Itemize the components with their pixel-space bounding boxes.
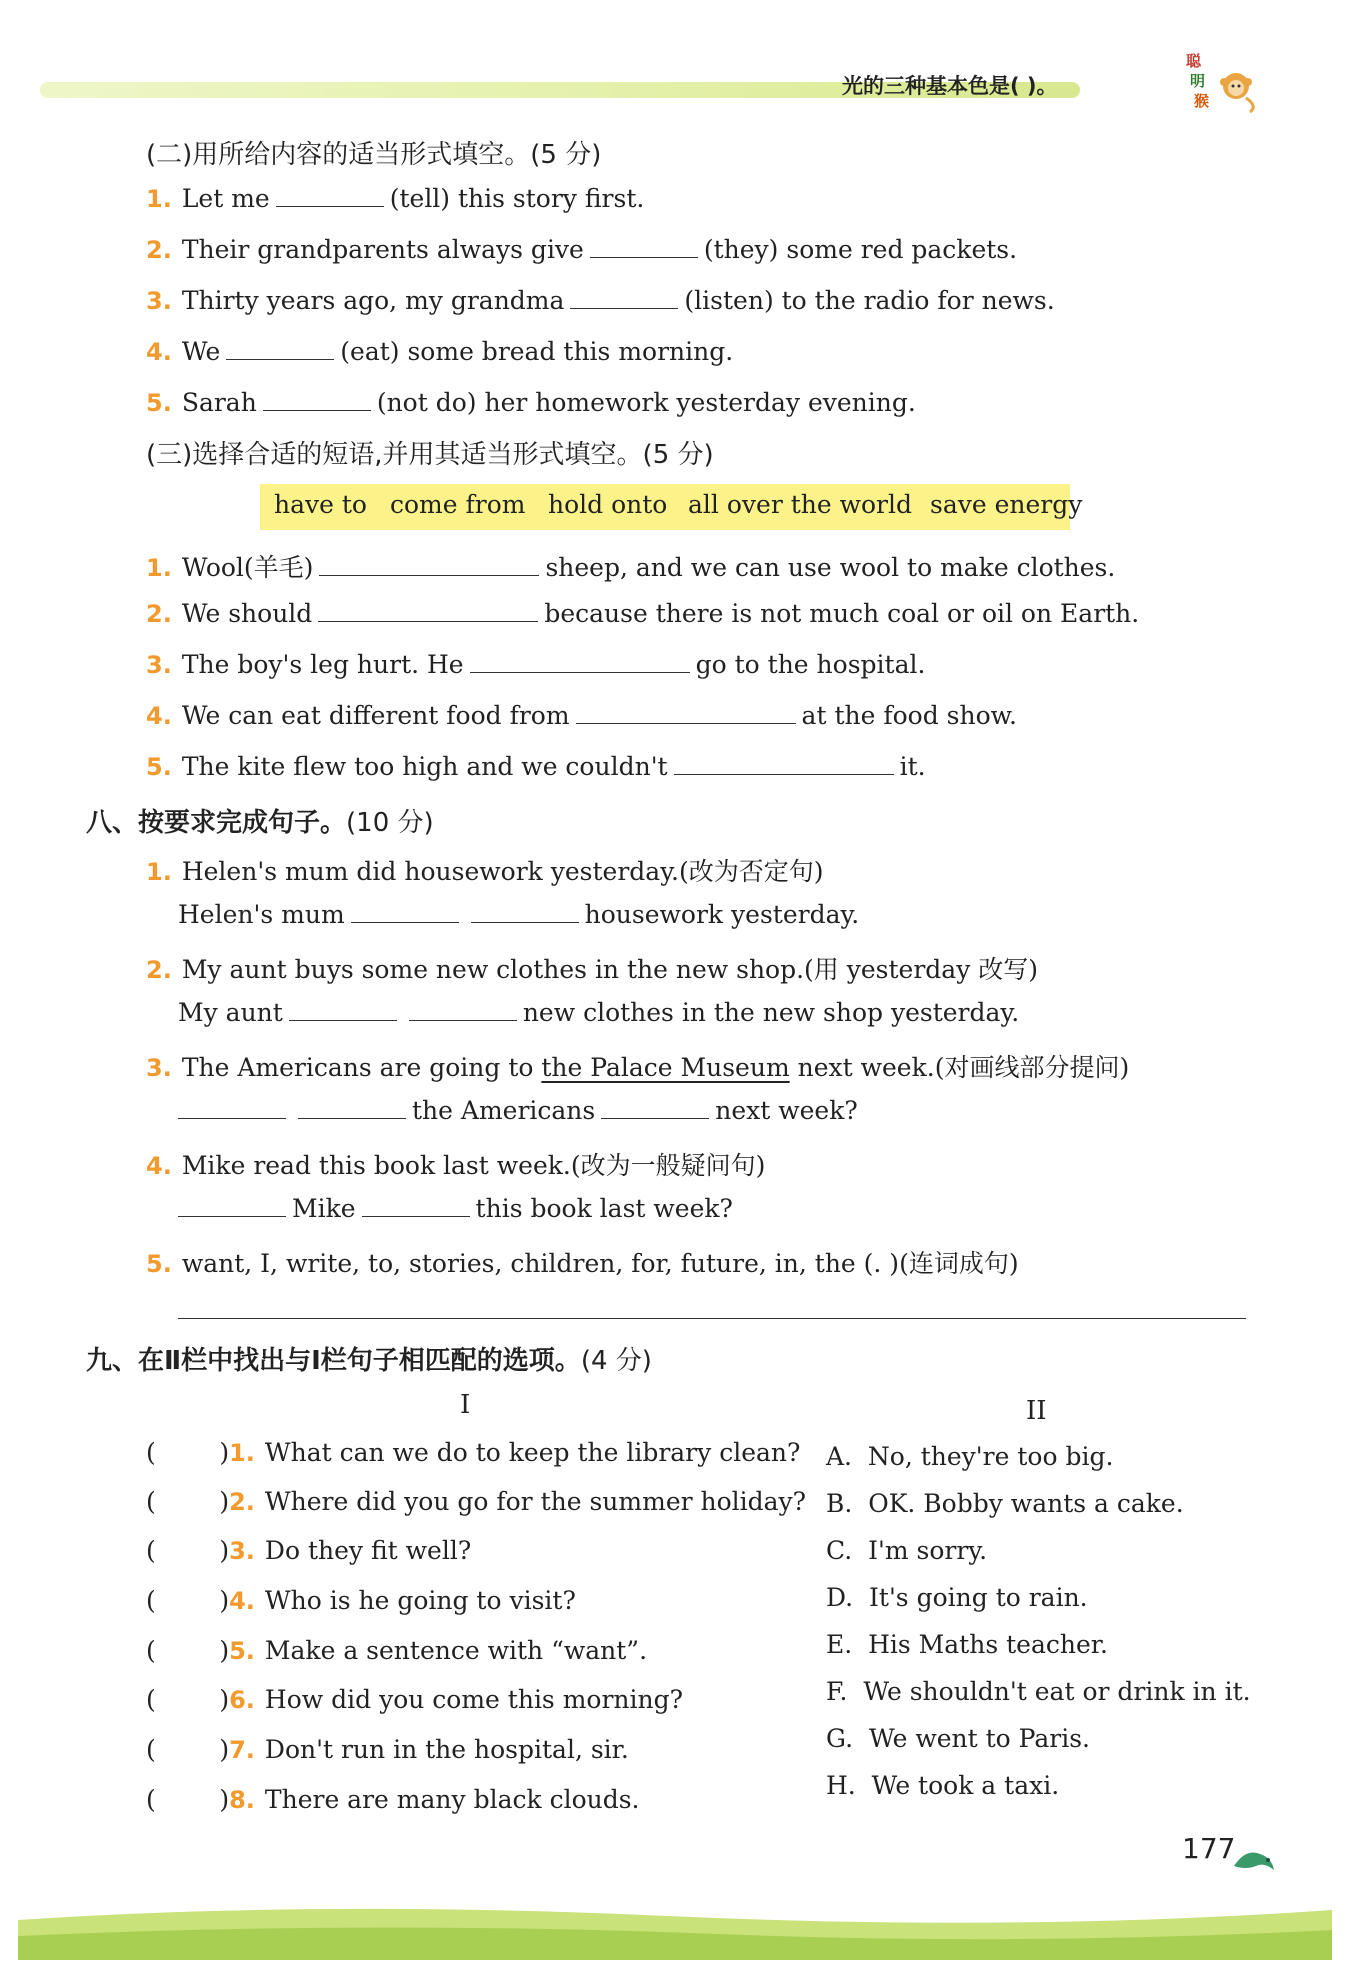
- section9-title: 九、在Ⅱ栏中找出与Ⅰ栏句子相匹配的选项。(4 分): [86, 1346, 652, 1376]
- section3-title: (三)选择合适的短语,并用其适当形式填空。(5 分): [146, 440, 714, 470]
- match-item-4: ( )4. Who is he going to visit?: [146, 1586, 576, 1615]
- answer-blank[interactable]: [351, 900, 459, 923]
- column-ii-header: II: [1026, 1396, 1047, 1426]
- svg-text:猴: 猴: [1194, 92, 1210, 110]
- s8-item-1: 1. Helen's mum did housework yesterday.(改为否定句): [146, 857, 824, 886]
- answer-blank[interactable]: [601, 1096, 709, 1119]
- option-c: C. I'm sorry.: [826, 1536, 988, 1565]
- answer-blank[interactable]: [178, 1194, 286, 1217]
- phrase-come-from: come from: [390, 490, 526, 519]
- phrase-have-to: have to: [274, 490, 367, 519]
- answer-blank[interactable]: [570, 286, 678, 309]
- s8-item-4: 4. Mike read this book last week.(改为一般疑问句): [146, 1151, 766, 1180]
- answer-paren[interactable]: ( ): [146, 1536, 230, 1565]
- match-item-8: ( )8. There are many black clouds.: [146, 1785, 640, 1814]
- page-number: 177: [1182, 1832, 1236, 1865]
- answer-blank[interactable]: [409, 998, 517, 1021]
- option-f: F. We shouldn't eat or drink in it.: [826, 1677, 1251, 1706]
- s3-item-1: 1. Wool(羊毛) sheep, and we can use wool to make clothes.: [146, 553, 1116, 582]
- section2-title: (二)用所给内容的适当形式填空。(5 分): [146, 140, 602, 170]
- s3-item-3: 3. The boy's leg hurt. He go to the hospital.: [146, 650, 926, 679]
- phrase-all-over-the-world: all over the world: [688, 490, 912, 519]
- option-e: E. His Maths teacher.: [826, 1630, 1108, 1659]
- answer-paren[interactable]: ( ): [146, 1685, 230, 1714]
- answer-line[interactable]: [178, 1318, 1246, 1319]
- match-item-2: ( )2. Where did you go for the summer holiday?: [146, 1487, 807, 1516]
- answer-blank[interactable]: [263, 388, 371, 411]
- s8-answer-3: the Americans next week?: [172, 1096, 858, 1125]
- answer-blank[interactable]: [470, 650, 690, 673]
- s3-item-5: 5. The kite flew too high and we couldn't it.: [146, 752, 926, 781]
- svg-text:明: 明: [1190, 72, 1206, 90]
- option-b: B. OK. Bobby wants a cake.: [826, 1489, 1184, 1518]
- s8-answer-4: Mike this book last week?: [172, 1194, 733, 1223]
- answer-blank[interactable]: [576, 701, 796, 724]
- option-g: G. We went to Paris.: [826, 1724, 1090, 1753]
- answer-paren[interactable]: ( ): [146, 1438, 230, 1467]
- header-question: 光的三种基本色是( )。: [842, 74, 1058, 98]
- s3-item-4: 4. We can eat different food from at the food show.: [146, 701, 1018, 730]
- answer-blank[interactable]: [289, 998, 397, 1021]
- answer-blank[interactable]: [362, 1194, 470, 1217]
- s8-item-5: 5. want, I, write, to, stories, children, for, future, in, the (. )(连词成句): [146, 1249, 1019, 1278]
- match-item-1: ( )1. What can we do to keep the library clean?: [146, 1438, 801, 1467]
- answer-blank[interactable]: [178, 1096, 286, 1119]
- answer-blank[interactable]: [318, 599, 538, 622]
- s8-answer-2: My aunt new clothes in the new shop yesterday.: [178, 998, 1020, 1027]
- answer-blank[interactable]: [471, 900, 579, 923]
- s2-item-4: 4. We (eat) some bread this morning.: [146, 337, 734, 366]
- s8-item-3: 3. The Americans are going to the Palace Museum next week.(对画线部分提问): [146, 1053, 1130, 1082]
- answer-blank[interactable]: [298, 1096, 406, 1119]
- answer-paren[interactable]: ( ): [146, 1735, 230, 1764]
- s3-item-2: 2. We should because there is not much coal or oil on Earth.: [146, 599, 1140, 628]
- svg-text:聪: 聪: [1186, 52, 1202, 70]
- s2-item-3: 3. Thirty years ago, my grandma (listen) to the radio for news.: [146, 286, 1055, 315]
- answer-paren[interactable]: ( ): [146, 1586, 230, 1615]
- answer-blank[interactable]: [276, 184, 384, 207]
- answer-paren[interactable]: ( ): [146, 1636, 230, 1665]
- answer-blank[interactable]: [674, 752, 894, 775]
- answer-blank[interactable]: [319, 553, 539, 576]
- s8-answer-1: Helen's mum housework yesterday.: [178, 900, 860, 929]
- option-h: H. We took a taxi.: [826, 1771, 1060, 1800]
- section8-title: 八、按要求完成句子。(10 分): [86, 808, 434, 838]
- match-item-6: ( )6. How did you come this morning?: [146, 1685, 684, 1714]
- match-item-5: ( )5. Make a sentence with “want”.: [146, 1636, 648, 1665]
- option-d: D. It's going to rain.: [826, 1583, 1088, 1612]
- match-item-3: ( )3. Do they fit well?: [146, 1536, 472, 1565]
- answer-paren[interactable]: ( ): [146, 1785, 230, 1814]
- s2-item-5: 5. Sarah (not do) her homework yesterday evening.: [146, 388, 916, 417]
- answer-blank[interactable]: [226, 337, 334, 360]
- monkey-logo-icon: [1180, 48, 1260, 116]
- bottom-wave-band: [18, 1880, 1332, 1960]
- match-item-7: ( )7. Don't run in the hospital, sir.: [146, 1735, 629, 1764]
- s2-item-1: 1. Let me (tell) this story first.: [146, 184, 645, 213]
- lizard-icon: [1230, 1836, 1278, 1876]
- s8-item-2: 2. My aunt buys some new clothes in the new shop.(用 yesterday 改写): [146, 955, 1039, 984]
- phrase-save-energy: save energy: [930, 490, 1083, 519]
- answer-blank[interactable]: [590, 235, 698, 258]
- phrase-hold-onto: hold onto: [548, 490, 668, 519]
- s2-item-2: 2. Their grandparents always give (they) some red packets.: [146, 235, 1018, 264]
- option-a: A. No, they're too big.: [826, 1442, 1114, 1471]
- answer-paren[interactable]: ( ): [146, 1487, 230, 1516]
- column-i-header: I: [460, 1390, 471, 1420]
